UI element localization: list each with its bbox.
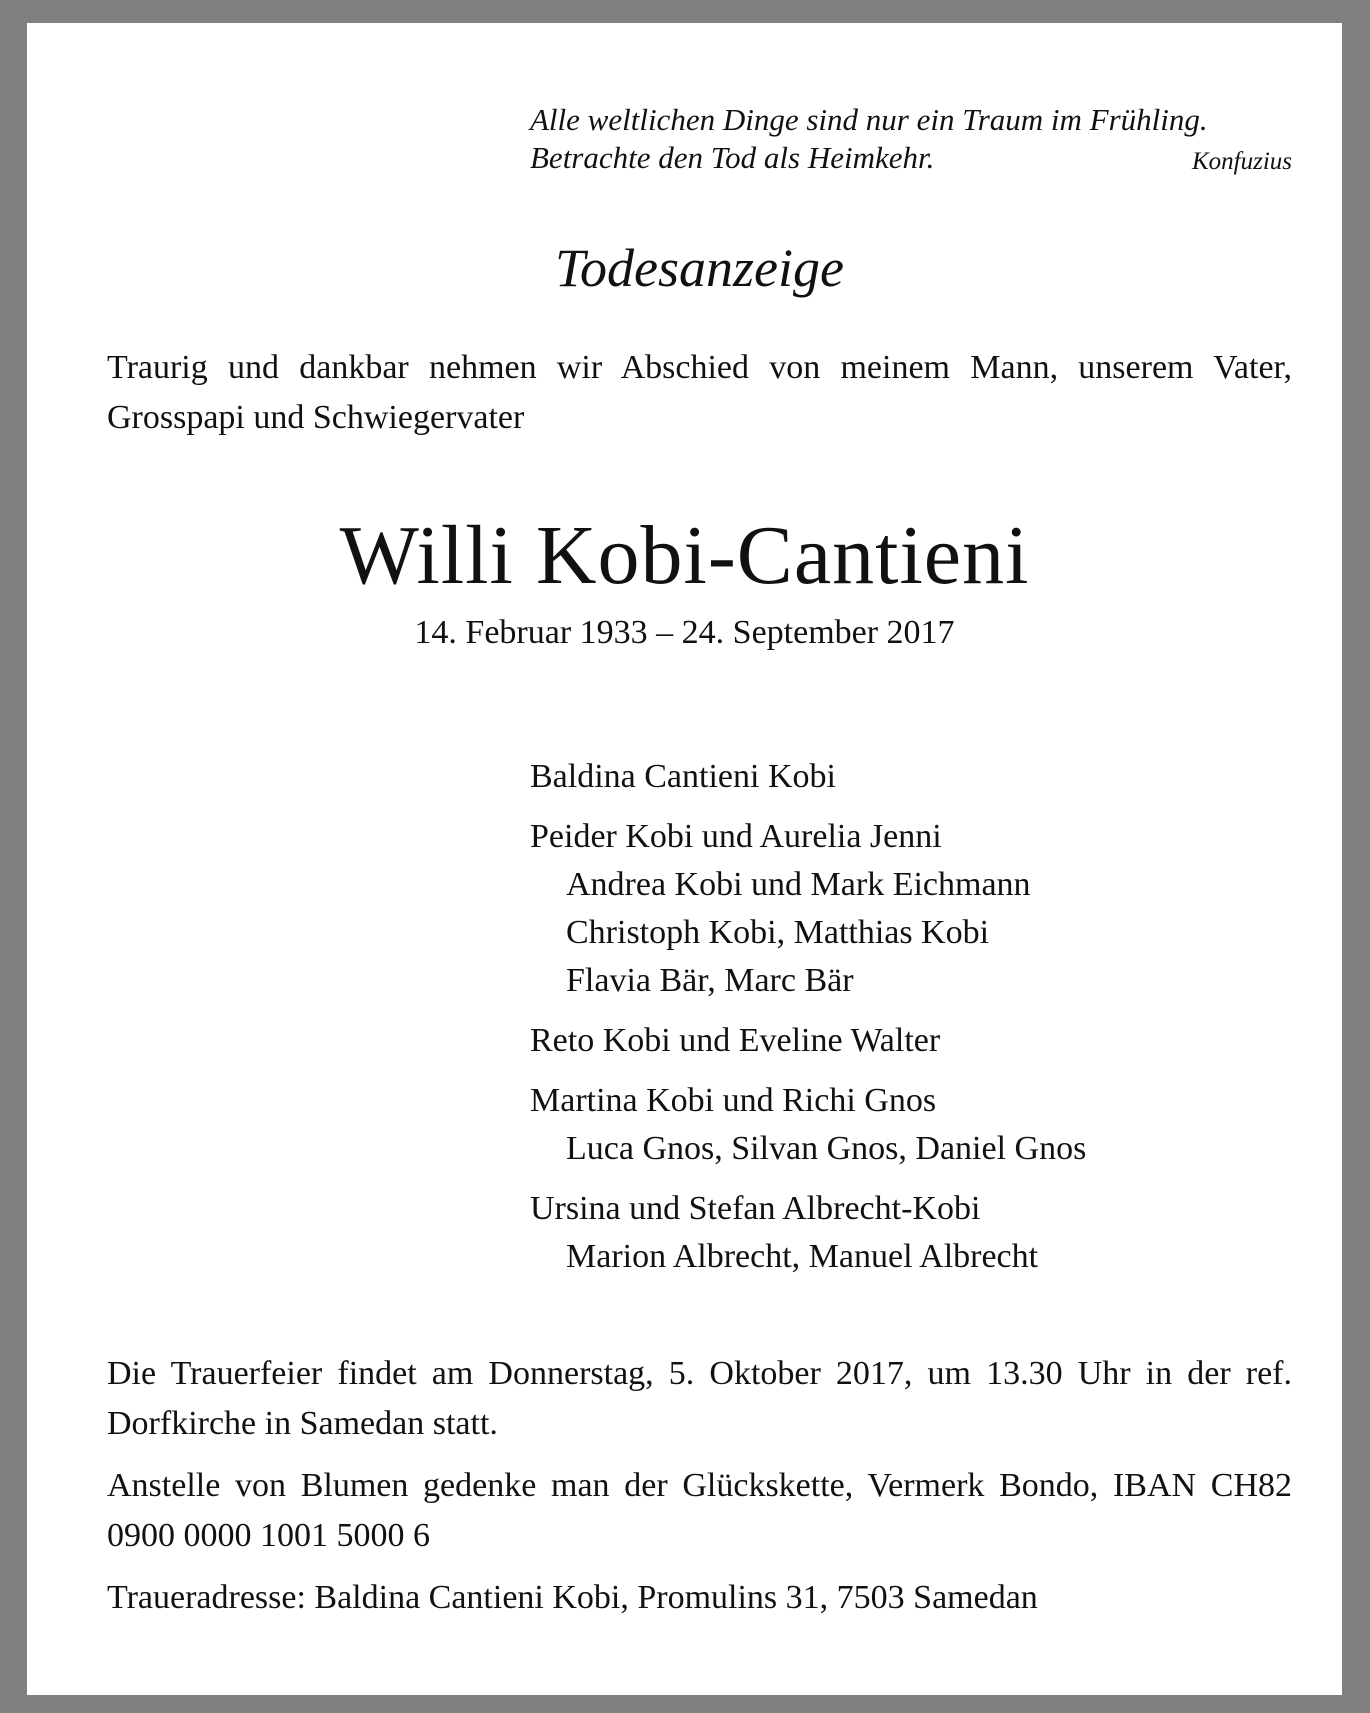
mourner-main: Baldina Cantieni Kobi xyxy=(530,758,836,795)
mourner-group xyxy=(530,753,1290,801)
ceremony-info: Die Trauerfeier findet am Donnerstag, 5. Oktober 2017, um 13.30 Uhr in der ref. Dorfkirche in Samedan statt. xyxy=(107,1355,1292,1442)
mourner-child: Christoph Kobi, Matthias Kobi xyxy=(566,914,990,951)
mourner-group xyxy=(530,813,1290,1005)
quote-line-2-text: Betrachte den Tod als Heimkehr. xyxy=(530,140,935,175)
obituary-page xyxy=(27,23,1342,1695)
epigraph-quote xyxy=(530,101,1292,177)
quote-line-2 xyxy=(530,139,1292,177)
mourner-group xyxy=(530,1185,1290,1281)
footer-info xyxy=(107,1349,1292,1635)
mourner-child: Luca Gnos, Silvan Gnos, Daniel Gnos xyxy=(566,1130,1087,1167)
quote-line-1: Alle weltlichen Dinge sind nur ein Traum im Frühling. xyxy=(530,102,1208,137)
mourner-group xyxy=(530,1017,1290,1065)
mourning-address: Traueradresse: Baldina Cantieni Kobi, Promulins 31, 7503 Samedan xyxy=(107,1579,1038,1616)
mourners-list xyxy=(530,753,1290,1293)
mourner-main: Reto Kobi und Eveline Walter xyxy=(530,1022,941,1059)
deceased-name: Willi Kobi-Cantieni xyxy=(339,509,1030,602)
mourner-main: Martina Kobi und Richi Gnos xyxy=(530,1082,937,1119)
mourner-main: Ursina und Stefan Albrecht-Kobi xyxy=(530,1190,981,1227)
intro-text: Traurig und dankbar nehmen wir Abschied von meinem Mann, unserem Vater, Grosspapi und Schwiegervater xyxy=(107,349,1292,436)
mourner-group xyxy=(530,1077,1290,1173)
notice-heading: Todesanzeige xyxy=(554,238,844,298)
mourner-child: Flavia Bär, Marc Bär xyxy=(566,962,854,999)
mourner-child: Andrea Kobi und Mark Eichmann xyxy=(566,866,1031,903)
mourner-main: Peider Kobi und Aurelia Jenni xyxy=(530,818,942,855)
mourner-child: Marion Albrecht, Manuel Albrecht xyxy=(566,1238,1039,1275)
donation-info: Anstelle von Blumen gedenke man der Glückskette, Vermerk Bondo, IBAN CH82 0900 0000 1001 5000 6 xyxy=(107,1467,1292,1554)
life-dates: 14. Februar 1933 – 24. September 2017 xyxy=(414,614,955,651)
quote-author: Konfuzius xyxy=(1191,148,1292,175)
